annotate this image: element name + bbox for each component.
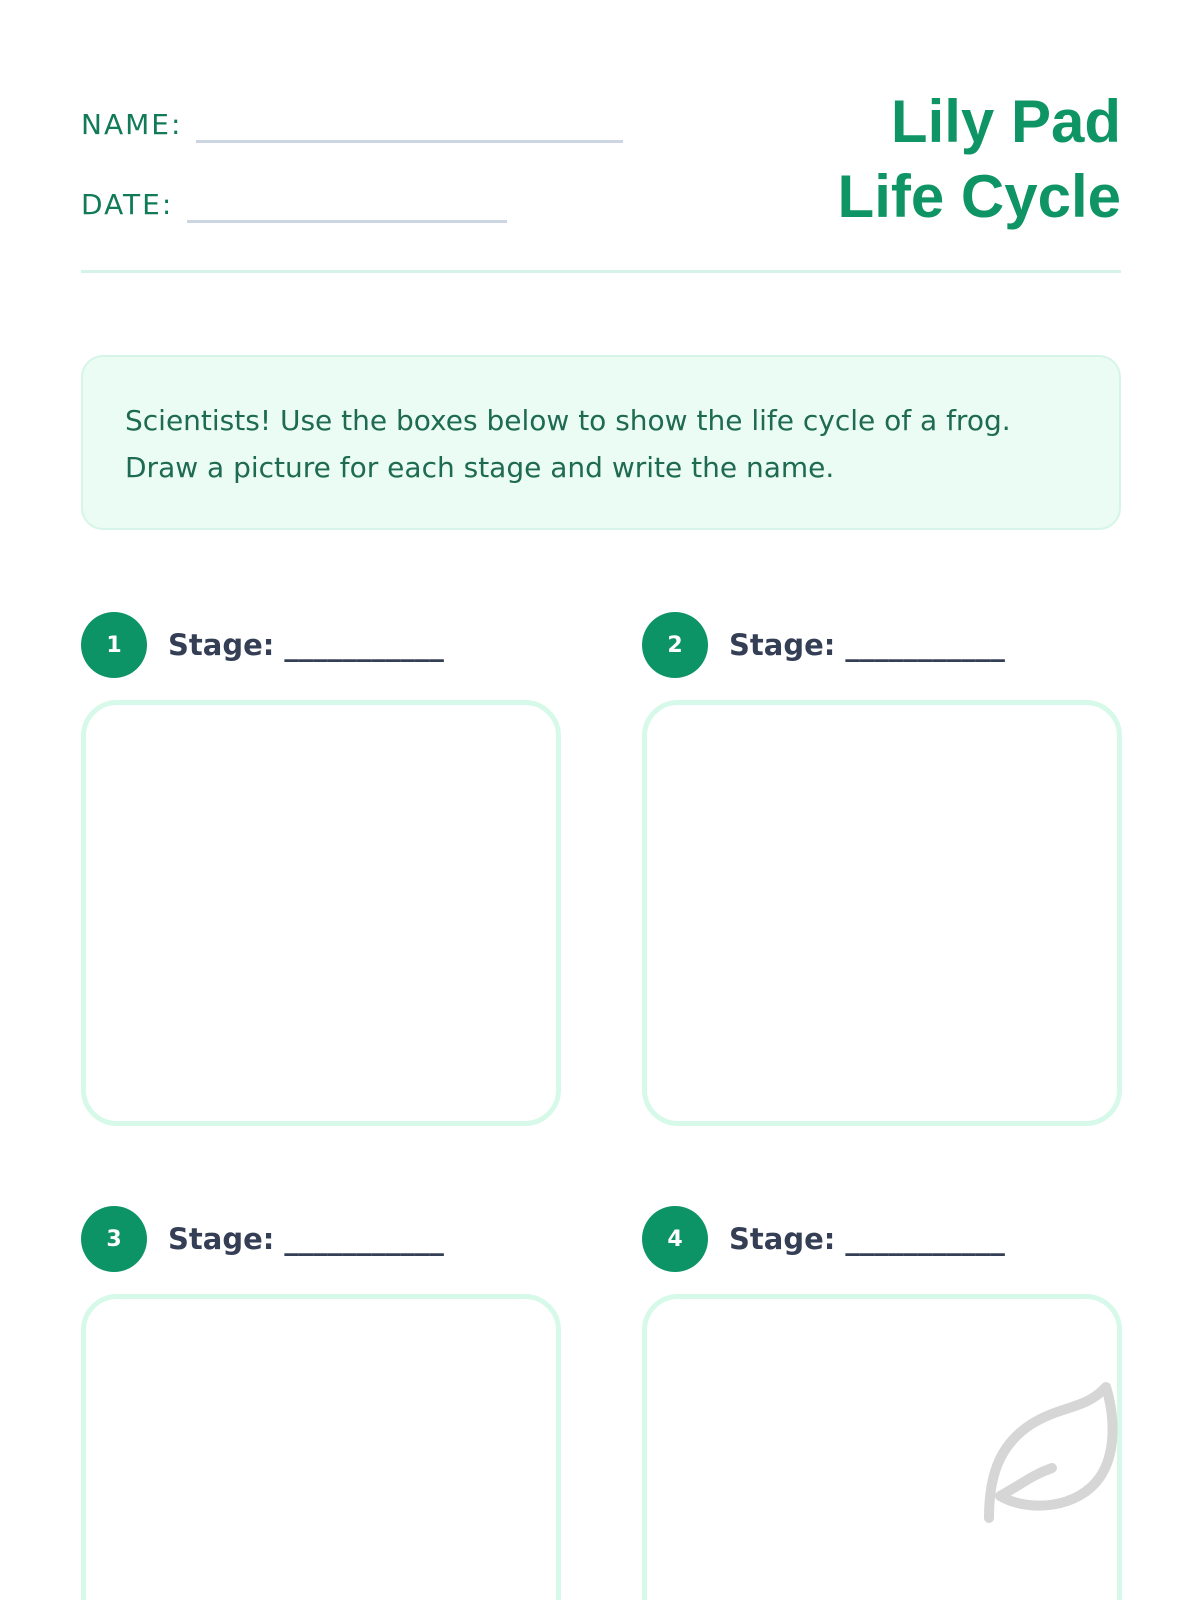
name-line (196, 104, 623, 143)
stage-label-text: Stage: (729, 1222, 836, 1256)
title-line-2: Life Cycle (837, 163, 1121, 230)
stage-label-text: Stage: (168, 628, 275, 662)
stage-name-blank: ___________ (845, 1222, 1005, 1256)
worksheet-header (81, 80, 1121, 270)
title-line-1: Lily Pad (890, 88, 1121, 155)
date-label: DATE: (81, 188, 174, 221)
name-label: NAME: (81, 108, 183, 141)
instructions-line-1: Scientists! Use the boxes below to show the life cycle of a frog. (125, 404, 1011, 437)
header-divider (81, 270, 1121, 273)
name-field (81, 104, 623, 143)
drawing-box (81, 1294, 561, 1600)
stage-header (642, 612, 1005, 678)
stage-number-badge: 3 (81, 1206, 147, 1272)
stage-number-badge: 1 (81, 612, 147, 678)
instructions-line-2: Draw a picture for each stage and write the name. (125, 451, 835, 484)
stage-header (81, 1206, 444, 1272)
date-field (81, 184, 507, 223)
stage-name-blank: ___________ (845, 628, 1005, 662)
instructions-box (81, 355, 1121, 530)
stage-label-text: Stage: (168, 1222, 275, 1256)
stage-label-text: Stage: (729, 628, 836, 662)
date-line (187, 184, 507, 223)
drawing-box (642, 700, 1122, 1126)
stage-header (642, 1206, 1005, 1272)
stage-number-badge: 2 (642, 612, 708, 678)
stage-label (168, 628, 444, 662)
stage-name-blank: ___________ (284, 628, 444, 662)
stage-label (168, 1222, 444, 1256)
stage-name-blank: ___________ (284, 1222, 444, 1256)
stage-number-badge: 4 (642, 1206, 708, 1272)
stage-header (81, 612, 444, 678)
stage-label (729, 1222, 1005, 1256)
drawing-box (81, 700, 561, 1126)
page-title (838, 84, 1121, 234)
leaf-icon (975, 1375, 1135, 1535)
stage-label (729, 628, 1005, 662)
